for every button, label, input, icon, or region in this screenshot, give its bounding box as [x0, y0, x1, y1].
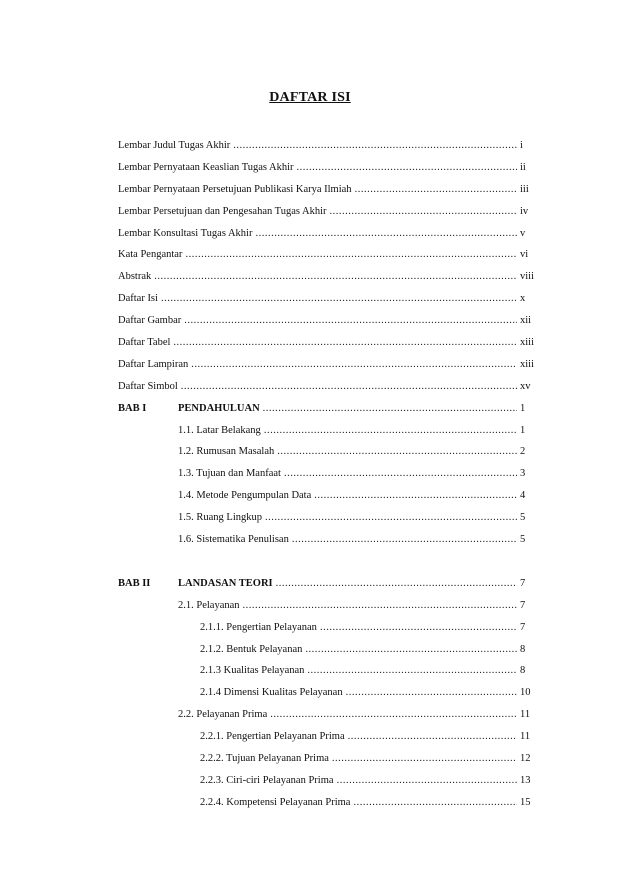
subsection-entry — [118, 685, 542, 707]
dot-leader — [173, 335, 517, 351]
dot-leader — [330, 204, 517, 220]
subsection-text: 2.1.1. Pengertian Pelayanan — [200, 621, 317, 633]
toc-entry — [118, 313, 542, 335]
toc-entry-text: Daftar Gambar — [118, 315, 182, 327]
dot-leader — [243, 598, 517, 614]
dot-leader — [346, 685, 517, 701]
toc-entry — [118, 357, 542, 379]
dot-leader — [292, 532, 517, 548]
dot-leader — [265, 510, 517, 526]
section-text: 1.3. Tujuan dan Manfaat — [178, 468, 281, 480]
toc-entry — [118, 247, 542, 269]
dot-leader — [355, 182, 517, 198]
subsection-text: 2.2.1. Pengertian Pelayanan Prima — [200, 731, 345, 743]
dot-leader — [305, 642, 517, 658]
section-text: 1.1. Latar Belakang — [178, 424, 261, 436]
section-text: 1.2. Rumusan Masalah — [178, 446, 275, 458]
toc-entry — [118, 269, 542, 291]
dot-leader — [191, 357, 517, 373]
chapter-page: 1 — [520, 402, 526, 414]
subsection-entry — [118, 795, 542, 817]
section-page: 3 — [520, 468, 526, 480]
toc-entry-page: xv — [520, 380, 531, 392]
subsection-entry — [118, 620, 542, 642]
toc-entry-text: Daftar Tabel — [118, 337, 171, 349]
section-text: 2.2. Pelayanan Prima — [178, 709, 268, 721]
toc-entry-page: vi — [520, 249, 529, 261]
table-of-contents — [118, 138, 542, 817]
toc-entry-page: iv — [520, 205, 529, 217]
toc-entry-page: v — [520, 227, 526, 239]
section-entry — [118, 423, 542, 445]
dot-leader — [264, 423, 517, 439]
subsection-text: 2.2.3. Ciri-ciri Pelayanan Prima — [200, 774, 334, 786]
section-page: 11 — [520, 709, 531, 721]
toc-entry — [118, 204, 542, 226]
subsection-page: 13 — [520, 774, 531, 786]
toc-entry-text: Daftar Isi — [118, 293, 158, 305]
toc-entry-page: xiii — [520, 358, 535, 370]
subsection-text: 2.2.2. Tujuan Pelayanan Prima — [200, 753, 329, 765]
subsection-page: 10 — [520, 687, 531, 699]
section-text: 1.4. Metode Pengumpulan Data — [178, 490, 312, 502]
subsection-page: 8 — [520, 643, 526, 655]
subsection-text: 2.1.3 Kualitas Pelayanan — [200, 665, 305, 677]
subsection-entry — [118, 773, 542, 795]
chapter-number: BAB II — [118, 577, 151, 589]
chapter-title: LANDASAN TEORI — [178, 577, 273, 589]
dot-leader — [184, 313, 517, 329]
toc-entry — [118, 335, 542, 357]
subsection-page: 7 — [520, 621, 526, 633]
toc-entry — [118, 138, 542, 160]
subsection-entry — [118, 751, 542, 773]
subsection-page: 12 — [520, 753, 531, 765]
section-entry — [118, 598, 542, 620]
dot-leader — [185, 247, 517, 263]
toc-entry-text: Lembar Judul Tugas Akhir — [118, 140, 231, 151]
toc-entry-text: Kata Pengantar — [118, 249, 183, 261]
dot-leader — [332, 751, 517, 767]
section-entry — [118, 444, 542, 466]
dot-leader — [337, 773, 517, 789]
subsection-page: 8 — [520, 665, 526, 677]
section-page: 4 — [520, 490, 526, 502]
section-page: 5 — [520, 512, 526, 524]
toc-entry-text: Lembar Persetujuan dan Pengesahan Tugas Akhir — [118, 205, 327, 217]
toc-entry-page: i — [520, 140, 523, 151]
dot-leader — [181, 379, 517, 395]
subsection-entry — [118, 729, 542, 751]
dot-leader — [270, 707, 517, 723]
section-text: 1.5. Ruang Lingkup — [178, 512, 262, 524]
section-page: 1 — [520, 424, 526, 436]
subsection-text: 2.2.4. Kompetensi Pelayanan Prima — [200, 796, 351, 808]
subsection-text: 2.1.4 Dimensi Kualitas Pelayanan — [200, 687, 343, 699]
subsection-text: 2.1.2. Bentuk Pelayanan — [200, 643, 303, 655]
section-entry — [118, 466, 542, 488]
subsection-entry — [118, 663, 542, 685]
section-entry — [118, 707, 542, 729]
toc-entry-text: Daftar Lampiran — [118, 358, 189, 370]
section-entry — [118, 532, 542, 554]
dot-leader — [353, 795, 517, 811]
page-title: DAFTAR ISI — [269, 90, 351, 105]
toc-entry-page: viii — [520, 271, 535, 283]
toc-entry — [118, 226, 542, 248]
subsection-page: 11 — [520, 731, 531, 743]
dot-leader — [277, 444, 517, 460]
chapter-page: 7 — [520, 577, 526, 589]
dot-leader — [320, 620, 517, 636]
section-page: 7 — [520, 599, 526, 611]
chapter-heading — [118, 576, 542, 598]
section-text: 1.6. Sistematika Penulisan — [178, 534, 289, 546]
toc-entry-text: Lembar Konsultasi Tugas Akhir — [118, 227, 253, 239]
chapter-heading — [118, 401, 542, 423]
dot-leader — [284, 466, 517, 482]
dot-leader — [314, 488, 517, 504]
dot-leader — [233, 138, 517, 154]
toc-entry-page: xii — [520, 315, 532, 327]
dot-leader — [263, 401, 517, 417]
subsection-page: 15 — [520, 796, 531, 808]
chapter-number: BAB I — [118, 402, 147, 414]
toc-entry-page: x — [520, 293, 526, 305]
toc-entry-text: Daftar Simbol — [118, 380, 178, 392]
section-text: 2.1. Pelayanan — [178, 599, 240, 611]
dot-leader — [255, 226, 517, 242]
section-entry — [118, 488, 542, 510]
toc-entry-page: iii — [520, 183, 529, 195]
toc-entry-text: Lembar Pernyataan Persetujuan Publikasi Karya Ilmiah — [118, 183, 352, 195]
dot-leader — [161, 291, 517, 307]
dot-leader — [276, 576, 517, 592]
toc-entry-page: ii — [520, 161, 526, 173]
chapter-title: PENDAHULUAN — [178, 402, 260, 414]
toc-entry-page: xiii — [520, 337, 535, 349]
dot-leader — [154, 269, 517, 285]
toc-entry — [118, 291, 542, 313]
section-entry — [118, 510, 542, 532]
dot-leader — [348, 729, 517, 745]
toc-entry-text: Abstrak — [118, 271, 152, 283]
toc-entry — [118, 182, 542, 204]
toc-entry — [118, 379, 542, 401]
dot-leader — [307, 663, 517, 679]
section-page: 5 — [520, 534, 526, 546]
toc-entry — [118, 160, 542, 182]
subsection-entry — [118, 642, 542, 664]
toc-entry-text: Lembar Pernyataan Keaslian Tugas Akhir — [118, 161, 294, 173]
section-page: 2 — [520, 446, 526, 458]
dot-leader — [297, 160, 517, 176]
